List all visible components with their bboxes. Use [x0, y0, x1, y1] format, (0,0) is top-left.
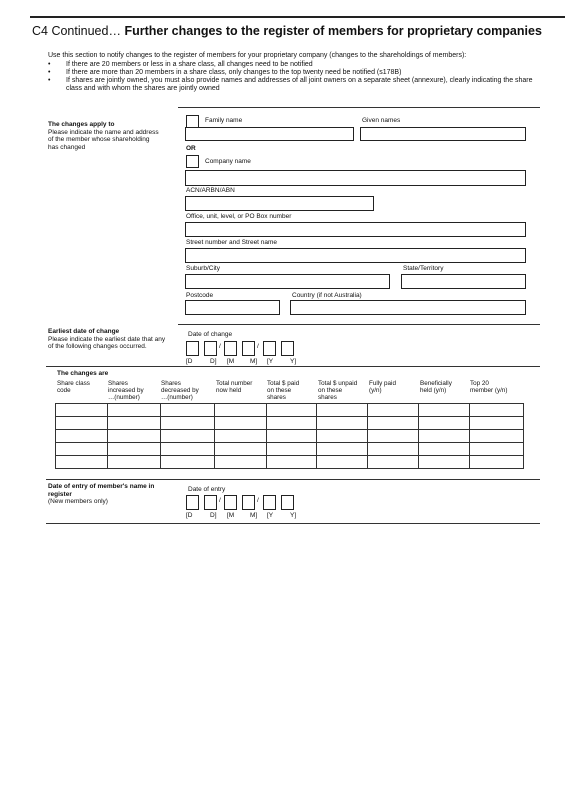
table-cell[interactable]: [160, 417, 214, 430]
table-cell[interactable]: [419, 417, 470, 430]
section-divider: [178, 107, 540, 108]
given-names-label: Given names: [362, 117, 401, 124]
table-row: [56, 443, 524, 456]
column-header-total-paid: Total $ paid on these shares: [267, 380, 300, 401]
column-header-shares-decreased: Shares decreased by …(number): [161, 380, 199, 401]
date-part-day-end: D]: [210, 358, 217, 365]
change-month-2-box[interactable]: [242, 341, 255, 356]
table-cell[interactable]: [107, 430, 160, 443]
table-cell[interactable]: [214, 456, 266, 469]
table-cell[interactable]: [160, 443, 214, 456]
company-name-checkbox[interactable]: [186, 155, 199, 168]
company-name-label: Company name: [205, 158, 251, 165]
postcode-label: Postcode: [186, 292, 214, 299]
family-name-input[interactable]: [185, 127, 354, 141]
table-cell[interactable]: [419, 430, 470, 443]
column-header-beneficially-held: Beneficially held (y/n): [420, 380, 452, 394]
change-year-2-box[interactable]: [281, 341, 294, 356]
change-year-1-box[interactable]: [263, 341, 276, 356]
table-cell[interactable]: [214, 443, 266, 456]
office-label: Office, unit, level, or PO Box number: [186, 213, 292, 220]
given-names-input[interactable]: [360, 127, 526, 141]
changes-apply-desc-1: Please indicate the name and address: [48, 128, 159, 136]
top-rule: [30, 16, 565, 18]
suburb-label: Suburb/City: [186, 265, 220, 272]
instructions-list: [48, 61, 538, 93]
instruction-item: • If there are more than 20 members in a share class, only changes to the top twenty need be notified (s178B): [48, 69, 538, 77]
postcode-input[interactable]: [185, 300, 280, 315]
table-cell[interactable]: [368, 404, 419, 417]
date-separator: /: [257, 497, 259, 504]
table-cell[interactable]: [56, 456, 108, 469]
section-title: Further changes to the register of members for proprietary companies: [124, 24, 542, 38]
column-header-share-class: Share class code: [57, 380, 90, 394]
section-prefix: C4 Continued…: [32, 24, 121, 38]
column-header-total-unpaid: Total $ unpaid on these shares: [318, 380, 358, 401]
table-cell[interactable]: [160, 456, 214, 469]
date-part-month-start: [M: [227, 358, 235, 365]
table-cell[interactable]: [160, 430, 214, 443]
section-divider: [46, 479, 540, 480]
instruction-item: • If shares are jointly owned, you must also provide names and addresses of all joint owners on a separate sheet (annexure), clearly indicating the share class and with whom the shares are jointly owned: [48, 77, 538, 93]
earliest-date-desc-1: Please indicate the earliest date that any: [48, 335, 166, 343]
section-divider: [46, 366, 540, 367]
table-cell[interactable]: [368, 430, 419, 443]
table-cell[interactable]: [368, 443, 419, 456]
table-cell[interactable]: [470, 404, 524, 417]
date-part-year-start: [Y: [267, 512, 274, 519]
office-input[interactable]: [185, 222, 526, 237]
changes-apply-label: [48, 121, 178, 151]
entry-month-1-box[interactable]: [224, 495, 237, 510]
state-label: State/Territory: [403, 265, 444, 272]
entry-day-1-box[interactable]: [186, 495, 199, 510]
table-cell[interactable]: [266, 430, 317, 443]
table-cell[interactable]: [470, 417, 524, 430]
table-cell[interactable]: [56, 443, 108, 456]
table-cell[interactable]: [368, 417, 419, 430]
section-divider: [178, 324, 540, 325]
table-cell[interactable]: [368, 456, 419, 469]
column-header-shares-increased: Shares increased by …(number): [108, 380, 144, 401]
table-cell[interactable]: [214, 430, 266, 443]
date-part-month-end: M]: [250, 512, 258, 519]
table-cell[interactable]: [317, 417, 368, 430]
section-divider: [46, 523, 540, 524]
date-part-day-start: [D: [186, 358, 193, 365]
changes-are-heading: The changes are: [57, 370, 109, 377]
table-cell[interactable]: [266, 404, 317, 417]
table-cell[interactable]: [266, 417, 317, 430]
entry-year-2-box[interactable]: [281, 495, 294, 510]
date-of-change-label: Date of change: [188, 331, 233, 338]
table-row: [56, 456, 524, 469]
change-day-1-box[interactable]: [186, 341, 199, 356]
state-input[interactable]: [401, 274, 526, 289]
table-cell[interactable]: [107, 404, 160, 417]
change-day-2-box[interactable]: [204, 341, 217, 356]
entry-day-2-box[interactable]: [204, 495, 217, 510]
table-cell[interactable]: [56, 417, 108, 430]
table-cell[interactable]: [470, 456, 524, 469]
table-cell[interactable]: [266, 456, 317, 469]
table-cell[interactable]: [317, 443, 368, 456]
change-month-1-box[interactable]: [224, 341, 237, 356]
date-separator: /: [257, 343, 259, 350]
or-label: OR: [186, 145, 196, 152]
street-input[interactable]: [185, 248, 526, 263]
street-label: Street number and Street name: [186, 239, 278, 246]
date-part-day-end: D]: [210, 512, 217, 519]
table-row: [56, 430, 524, 443]
instruction-item: • If there are 20 members or less in a share class, all changes need to be notified: [48, 61, 538, 69]
date-of-entry-field-label: Date of entry: [188, 486, 226, 493]
table-cell[interactable]: [419, 404, 470, 417]
company-name-input[interactable]: [185, 170, 526, 186]
date-of-entry-label: [48, 483, 178, 506]
table-cell[interactable]: [470, 430, 524, 443]
date-part-month-end: M]: [250, 358, 258, 365]
changes-table: [55, 403, 524, 469]
table-row: [56, 417, 524, 430]
column-header-fully-paid: Fully paid (y/n): [369, 380, 396, 394]
earliest-date-desc-2: of the following changes occurred.: [48, 343, 147, 350]
table-cell[interactable]: [214, 404, 266, 417]
table-cell[interactable]: [317, 404, 368, 417]
column-header-total-held: Total number now held: [216, 380, 253, 394]
table-cell[interactable]: [317, 430, 368, 443]
intro-text: Use this section to notify changes to the register of members for your proprietary company (changes to the shareholdings of members):: [48, 52, 467, 59]
column-header-top-20: Top 20 member (y/n): [470, 380, 508, 394]
date-part-day-start: [D: [186, 512, 193, 519]
country-label: Country (if not Australia): [292, 292, 362, 299]
earliest-date-heading: Earliest date of change: [48, 328, 120, 335]
table-cell[interactable]: [419, 443, 470, 456]
changes-apply-heading: The changes apply to: [48, 121, 115, 128]
suburb-input[interactable]: [185, 274, 390, 289]
family-name-label: Family name: [205, 117, 243, 124]
date-of-entry-heading-2: register: [48, 490, 72, 498]
date-part-year-start: [Y: [267, 358, 274, 365]
date-part-month-start: [M: [227, 512, 235, 519]
date-of-entry-heading-1: Date of entry of member's name in: [48, 483, 155, 490]
table-cell[interactable]: [56, 404, 108, 417]
table-cell[interactable]: [56, 430, 108, 443]
date-separator: /: [219, 343, 221, 350]
table-cell[interactable]: [470, 443, 524, 456]
acn-input[interactable]: [185, 196, 374, 211]
table-cell[interactable]: [107, 443, 160, 456]
table-row: [56, 404, 524, 417]
page-title: [32, 24, 542, 38]
table-cell[interactable]: [266, 443, 317, 456]
date-of-entry-desc: (New members only): [48, 498, 108, 505]
country-input[interactable]: [290, 300, 526, 315]
date-part-year-end: Y]: [290, 512, 297, 519]
date-part-year-end: Y]: [290, 358, 297, 365]
table-cell[interactable]: [419, 456, 470, 469]
table-cell[interactable]: [214, 417, 266, 430]
table-cell[interactable]: [107, 417, 160, 430]
table-cell[interactable]: [317, 456, 368, 469]
changes-apply-desc-2: of the member whose shareholding: [48, 136, 150, 143]
entry-month-2-box[interactable]: [242, 495, 255, 510]
entry-year-1-box[interactable]: [263, 495, 276, 510]
table-cell[interactable]: [160, 404, 214, 417]
earliest-date-label: [48, 328, 178, 351]
date-separator: /: [219, 497, 221, 504]
table-cell[interactable]: [107, 456, 160, 469]
acn-label: ACN/ARBN/ABN: [186, 187, 235, 194]
changes-apply-desc-3: has changed: [48, 143, 86, 151]
